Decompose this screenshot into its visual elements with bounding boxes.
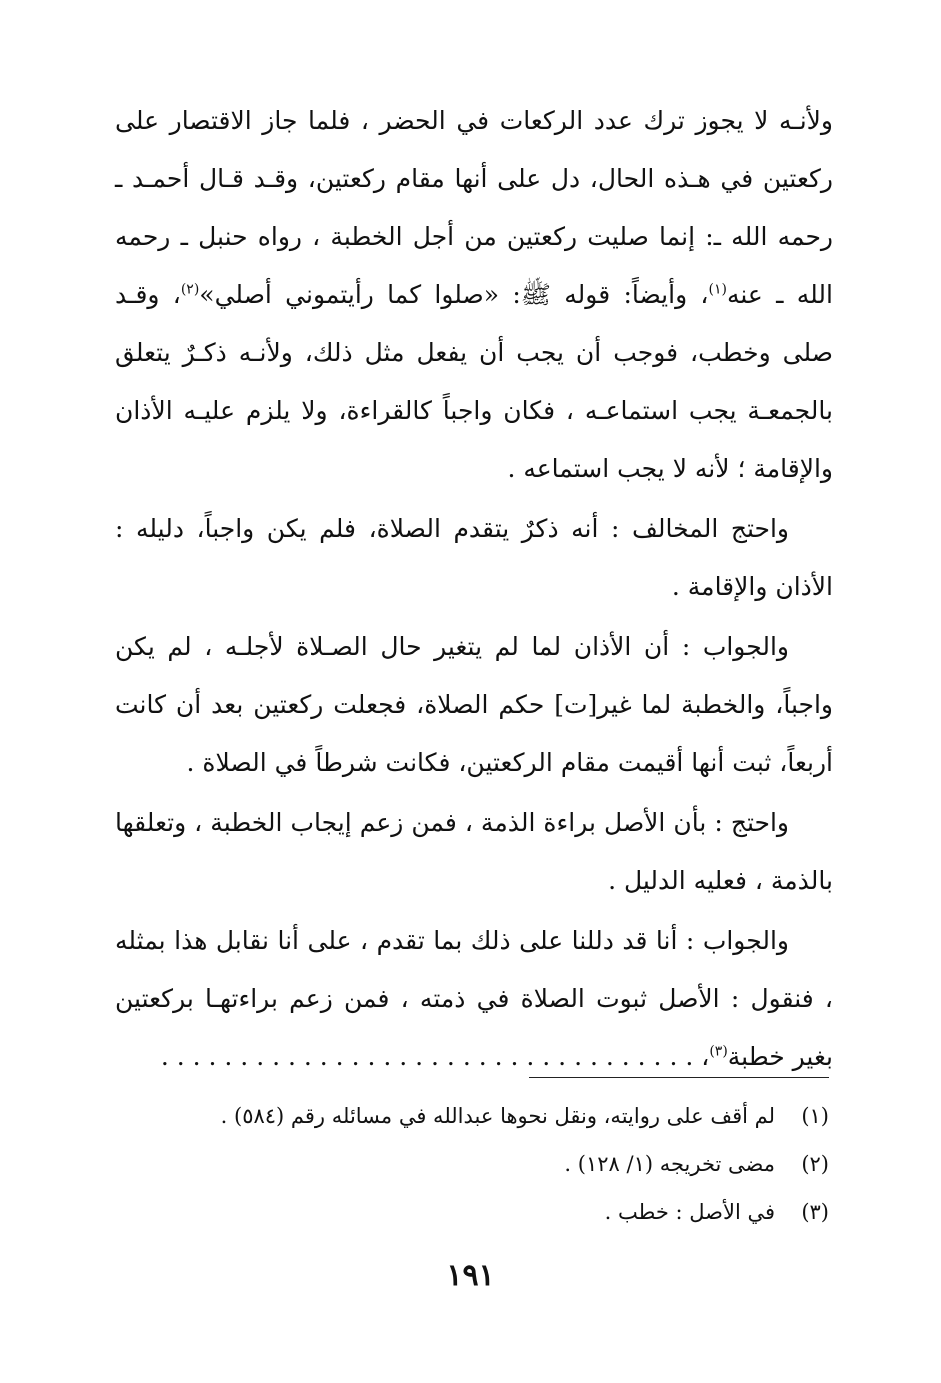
footnote-3	[115, 1188, 829, 1236]
paragraph-3-text: والجواب : أن الأذان لما لم يتغير حال الصـلاة لأجلـه ، لم يكن واجباً، والخطبة لما غير[ت] حكم الصلاة، فجعلت ركعتين بعد أن كانت أربعاً، ثبت أنها أقيمت مقام الركعتين، فكانت شرطاً في الصلاة .	[115, 632, 833, 777]
paragraph-5-text-end: ،	[701, 1042, 710, 1071]
paragraph-1-text-start: ولأنـه لا يجوز ترك عدد الركعات في الحضر ، فلما جاز الاقتصار على ركعتين في هـذه الحال، دل على أنها مقام ركعتين، وقـد قـال أحمـد ـ رحمه الله ـ: إنما صليت ركعتين من أجل الخطبة ، رواه حنبل ـ رحمه الله ـ عنه	[115, 106, 833, 309]
paragraph-2	[115, 500, 833, 616]
page-number: ١٩١	[446, 1258, 495, 1293]
footnote-separator	[529, 1077, 829, 1078]
paragraph-1-text-end: ، وقـد صلى وخطب، فوجب أن يجب أن يفعل مثل ذلك، ولأنـه ذكـرٌ يتعلق بالجمعـة يجب استماعـه ، فكان واجباً كالقراءة، ولا يلزم عليـه الأذان والإقامة ؛ لأنه لا يجب استماعه .	[115, 280, 833, 483]
footnote-ref-3[interactable]: (٣)	[709, 1043, 728, 1060]
paragraph-2-text: واحتج المخالف : أنه ذكرٌ يتقدم الصلاة، فلم يكن واجباً، دليله : الأذان والإقامة .	[115, 514, 833, 601]
footnote-number: (٣)	[801, 1200, 829, 1224]
paragraph-3	[115, 618, 833, 792]
footnote-number: (٢)	[801, 1152, 829, 1176]
paragraph-4-text: واحتج : بأن الأصل براءة الذمة ، فمن زعم إيجاب الخطبة ، وتعلقها بالذمة ، فعليه الدليل .	[115, 808, 833, 895]
footnote-text: مضى تخريجه (١/ ١٢٨) .	[564, 1152, 775, 1176]
ellipsis-dots: . . . . . . . . . . . . . . . . . . . . . . . . . . . . . . . . . .	[160, 1042, 694, 1071]
paragraph-4	[115, 794, 833, 910]
footnote-text: لم أقف على روايته، ونقل نحوها عبدالله في مسائله رقم (٥٨٤) .	[220, 1104, 775, 1128]
footnote-text: في الأصل : خطب .	[604, 1200, 775, 1224]
main-text	[115, 92, 833, 1086]
footnote-2	[115, 1140, 829, 1188]
footnotes-list	[115, 1092, 829, 1236]
paragraph-5-text-start: والجواب : أنا قد دللنا على ذلك بما تقدم ، على أنا نقابل هذا بمثله ، فنقول : الأصل ثبوت الصلاة في ذمته ، فمن زعم براءتهـا بركعتين بغير خطبة	[115, 926, 833, 1071]
footnote-ref-1[interactable]: (١)	[708, 281, 727, 298]
footnote-1	[115, 1092, 829, 1140]
paragraph-5	[115, 912, 833, 1086]
footnote-number: (١)	[801, 1104, 829, 1128]
paragraph-1	[115, 92, 833, 498]
paragraph-1-text-middle: ، وأيضاً: قوله ﷺ: «صلوا كما رأيتموني أصلي»	[199, 280, 709, 309]
footnote-ref-2[interactable]: (٢)	[180, 281, 200, 298]
